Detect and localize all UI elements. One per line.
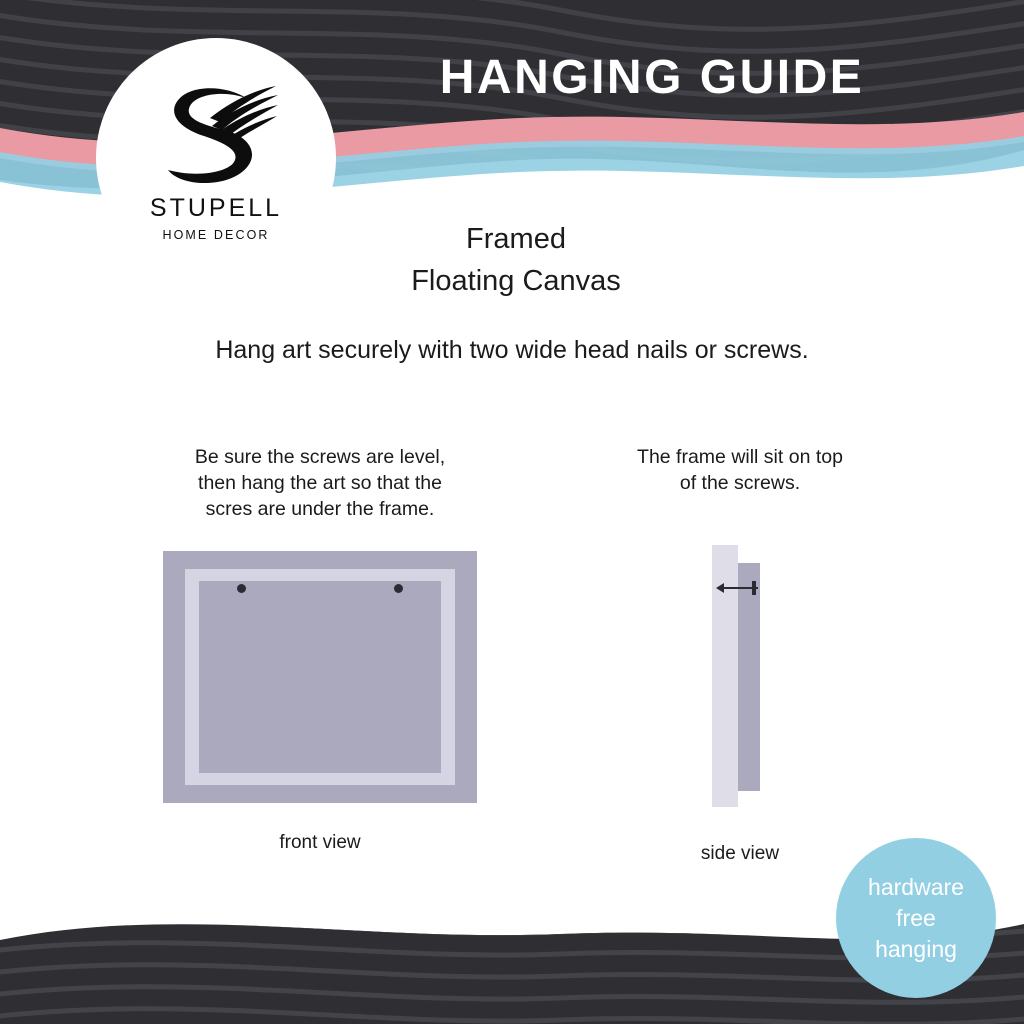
main-instruction: Hang art securely with two wide head nails or screws. [215,336,809,364]
side-view-frame [738,563,760,791]
badge-line1: hardware [868,873,964,900]
product-name [336,218,696,302]
side-view-caption-line1: The frame will sit on top [637,446,843,468]
swoosh-logo-icon [150,74,282,190]
brand-logo-badge [96,38,336,278]
side-view-screw-head-icon [752,581,756,595]
side-view-diagram [706,545,786,807]
hardware-free-hanging-badge [836,838,996,998]
front-view-label: front view [279,832,361,853]
product-name-line1: Framed [466,223,566,255]
side-view-caption-line2: of the screws. [679,472,801,494]
front-view-canvas [199,581,441,773]
badge-line3: hanging [875,935,957,962]
front-view-caption-line2: then hang the art so that the [198,472,442,494]
product-name-line2: Floating Canvas [411,265,621,297]
side-view-label: side view [700,843,780,864]
front-view-caption-line1: Be sure the screws are level, [194,446,446,468]
front-view-caption [130,444,510,522]
side-view-screw-tip-icon [716,583,724,593]
front-view-caption-line3: scres are under the frame. [205,498,435,520]
side-view-caption [580,444,900,496]
brand-subtitle: HOME DECOR [162,228,270,242]
brand-name: STUPELL [149,194,283,222]
screw-dot-left-icon [237,584,246,593]
page-title: HANGING GUIDE [439,51,865,104]
front-view-diagram [163,551,477,803]
screw-dot-right-icon [394,584,403,593]
badge-line2: free [896,904,936,931]
